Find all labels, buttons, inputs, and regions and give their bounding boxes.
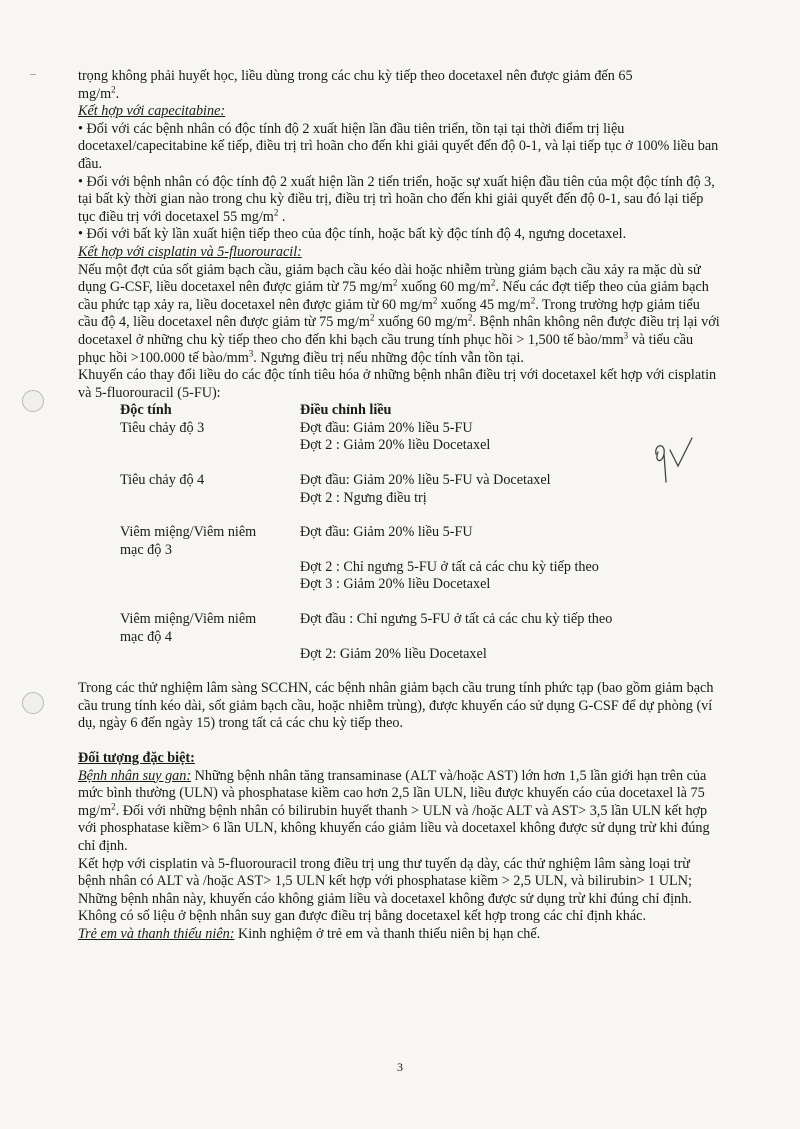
capecitabine-bullet-3: • Đối với bất kỳ lần xuất hiện tiếp theo của độc tính, hoặc bất kỳ độc tính độ 4, ngưng docetaxel.	[78, 226, 627, 243]
bullet-end: .	[278, 208, 286, 225]
superscript: 2	[432, 294, 438, 305]
children-paragraph	[78, 926, 720, 944]
text-run: . Nếu các đợt tiếp theo của giảm bạch cầu phức tạp xảy ra, liều docetaxel nên được giảm từ 60 mg/m	[78, 279, 709, 313]
adjustment-line: Đợt 3 : Giảm 20% liều Docetaxel	[300, 576, 491, 593]
dose-adjustment-table	[120, 402, 680, 663]
superscript: 2	[392, 277, 398, 288]
capecitabine-bullet-2	[78, 174, 720, 227]
table-cell-adjustment	[300, 472, 680, 507]
cisplatin-heading: Kết hợp với cisplatin và 5-fluorouracil:	[78, 243, 302, 260]
table-row	[120, 524, 680, 594]
table-cell-adjustment	[300, 420, 680, 455]
superscript: 2	[111, 801, 116, 812]
intro-line: trọng không phải huyết học, liều dùng trong các chu kỳ tiếp theo docetaxel nên được giảm đến 65	[78, 68, 633, 84]
toxicity-line: mạc độ 3	[120, 541, 173, 558]
toxicity-line: mạc độ 4	[120, 628, 173, 645]
table-header-toxicity: Độc tính	[120, 402, 172, 419]
cisplatin-paragraph	[78, 262, 720, 368]
text-run: và tiểu cầu phục hồi >100.000 tế bào/mm	[78, 331, 694, 366]
superscript: 2	[530, 294, 536, 305]
intro-unit: mg/m	[78, 85, 112, 102]
liver-label: Bệnh nhân suy gan:	[78, 767, 192, 784]
text-run: Những bệnh nhân tăng transaminase (ALT và/hoặc AST) lớn hơn 1,5 lần giới hạn trên của mức bình thường (ULN) và phosphatase kiềm cao hơn 2,5 lần ULN, liều được khuyến cáo của docetaxel là 75 mg/m	[78, 767, 707, 819]
table-cell-toxicity: Tiêu chảy độ 4	[120, 472, 205, 489]
scchn-paragraph: Trong các thử nghiệm lâm sàng SCCHN, các bệnh nhân giảm bạch cầu trung tính phức tạp (bao gồm giảm bạch cầu trung tính kéo dài, sốt giảm bạch cầu, hoặc nhiễm trùng), được khuyến cáo sử dụng G-CSF để dự phòng (ví dụ, ngày 6 đến ngày 15) trong tất cả các chu kỳ tiếp theo.	[78, 680, 714, 732]
punch-hole-icon	[22, 390, 44, 412]
bullet-text: • Đối với bệnh nhân có độc tính độ 2 xuất hiện lần 2 tiến triển, hoặc sự xuất hiện đầu tiên của một độc tính độ 3, tại bất kỳ thời gian nào trong chu kỳ điều trị, điều trị trì hoãn cho đến khi giải quyết đến độ 0-1, sau đó lại tiếp tục điều trị với docetaxel 55 mg/m	[78, 173, 715, 225]
superscript: 2	[369, 312, 375, 323]
superscript: 3	[248, 347, 254, 358]
table-cell-toxicity	[120, 611, 300, 663]
table-header-row	[120, 402, 680, 420]
recommendation-paragraph: Khuyến cáo thay đổi liều do các độc tính tiêu hóa ở những bệnh nhân điều trị với docetaxel kết hợp với cisplatin và 5-fluorouracil (5-FU):	[78, 367, 717, 401]
table-cell-toxicity	[120, 524, 300, 594]
text-run: . Đối với những bệnh nhân có bilirubin huyết thanh > ULN và /hoặc ALT và AST> 3,5 lần ULN kết hợp với phosphatase kiềm> 6 lần ULN, không khuyến cáo giảm liều và docetaxel không được sử dụng trừ khi đúng chỉ định.	[78, 802, 710, 854]
margin-mark	[30, 74, 36, 75]
intro-paragraph	[78, 68, 720, 103]
text-run: . Ngưng điều trị nếu những độc tính vẫn tồn tại.	[253, 349, 524, 366]
capecitabine-bullet-1: • Đối với các bệnh nhân có độc tính độ 2 xuất hiện lần đầu tiên triển, tồn tại tại thời điểm trị liệu docetaxel/capecitabine kế tiếp, điều trị trì hoãn cho đến khi giải quyết đến độ 0-1, và lại tiếp tục ở 100% liều ban đầu.	[78, 120, 719, 172]
gastric-paragraph: Kết hợp với cisplatin và 5-fluorouracil trong điều trị ung thư tuyến dạ dày, các thử nghiệm lâm sàng loại trừ bệnh nhân có ALT và /hoặc AST> 1,5 ULN kết hợp với phosphatase kiềm > 2,5 ULN, và bilirubin> 1 ULN; Những bệnh nhân này, khuyến cáo không giảm liều và docetaxel không được sử dụng trừ khi đúng chỉ định. Không có số liệu ở bệnh nhân suy gan được điều trị bằng docetaxel kết hợp trong các chỉ định khác.	[78, 855, 692, 925]
adjustment-line: Đợt 2 : Giảm 20% liều Docetaxel	[300, 437, 491, 454]
text-run: . Bệnh nhân không nên được điều trị lại với docetaxel ở những chu kỳ tiếp theo cho đến khi bạch cầu trung tính phục hồi > 1,500 tế bào/mm	[78, 314, 720, 348]
adjustment-line: Đợt đầu: Giảm 20% liều 5-FU	[300, 524, 473, 541]
table-cell-toxicity: Tiêu chảy độ 3	[120, 419, 205, 436]
superscript: 2	[273, 207, 279, 218]
adjustment-line: Đợt đầu : Chỉ ngưng 5-FU ở tất cả các chu kỳ tiếp theo	[300, 611, 613, 628]
text-run: xuống 60 mg/m	[397, 279, 491, 296]
adjustment-line: Đợt đầu: Giảm 20% liều 5-FU	[300, 419, 473, 436]
text-run: . Trong trường hợp giảm tiểu cầu độ 4, liều docetaxel nên được giảm từ 75 mg/m	[78, 296, 700, 331]
punch-hole-icon	[22, 692, 44, 714]
special-populations-heading: Đối tượng đặc biệt:	[78, 750, 195, 766]
intro-end: .	[115, 85, 120, 102]
superscript: 2	[467, 312, 473, 323]
table-row	[120, 611, 680, 663]
toxicity-line: Viêm miệng/Viêm niêm	[120, 524, 257, 541]
superscript: 2	[111, 83, 116, 94]
page-number: 3	[397, 1060, 403, 1074]
text-run: Nếu một đợt của sốt giảm bạch cầu, giảm bạch cầu kéo dài hoặc nhiễm trùng giảm bạch cầu xảy ra mặc dù sử dụng G-CSF, liều docetaxel nên được giảm từ 75 mg/m	[78, 261, 701, 296]
text-run: xuống 45 mg/m	[437, 296, 531, 313]
document-body	[78, 68, 720, 944]
adjustment-line: Đợt 2 : Ngưng điều trị	[300, 489, 427, 506]
children-label: Trẻ em và thanh thiếu niên:	[78, 925, 235, 942]
text-run: xuống 60 mg/m	[374, 314, 468, 331]
liver-impairment-paragraph	[78, 768, 720, 856]
capecitabine-heading: Kết hợp với capecitabine:	[78, 103, 226, 120]
toxicity-line: Viêm miệng/Viêm niêm	[120, 611, 257, 628]
table-cell-adjustment	[300, 611, 680, 663]
table-row	[120, 420, 680, 455]
adjustment-line: Đợt 2: Giảm 20% liều Docetaxel	[300, 645, 487, 662]
table-header-adjustment: Điều chỉnh liều	[300, 402, 392, 419]
adjustment-line: Đợt 2 : Chỉ ngưng 5-FU ở tất cả các chu kỳ tiếp theo	[300, 558, 599, 575]
superscript: 3	[623, 330, 629, 341]
table-row	[120, 472, 680, 507]
table-cell-adjustment	[300, 524, 680, 594]
adjustment-line: Đợt đầu: Giảm 20% liều 5-FU và Docetaxel	[300, 472, 551, 489]
text-run: Kinh nghiệm ở trẻ em và thanh thiếu niên bị hạn chế.	[234, 925, 541, 942]
superscript: 2	[490, 277, 496, 288]
